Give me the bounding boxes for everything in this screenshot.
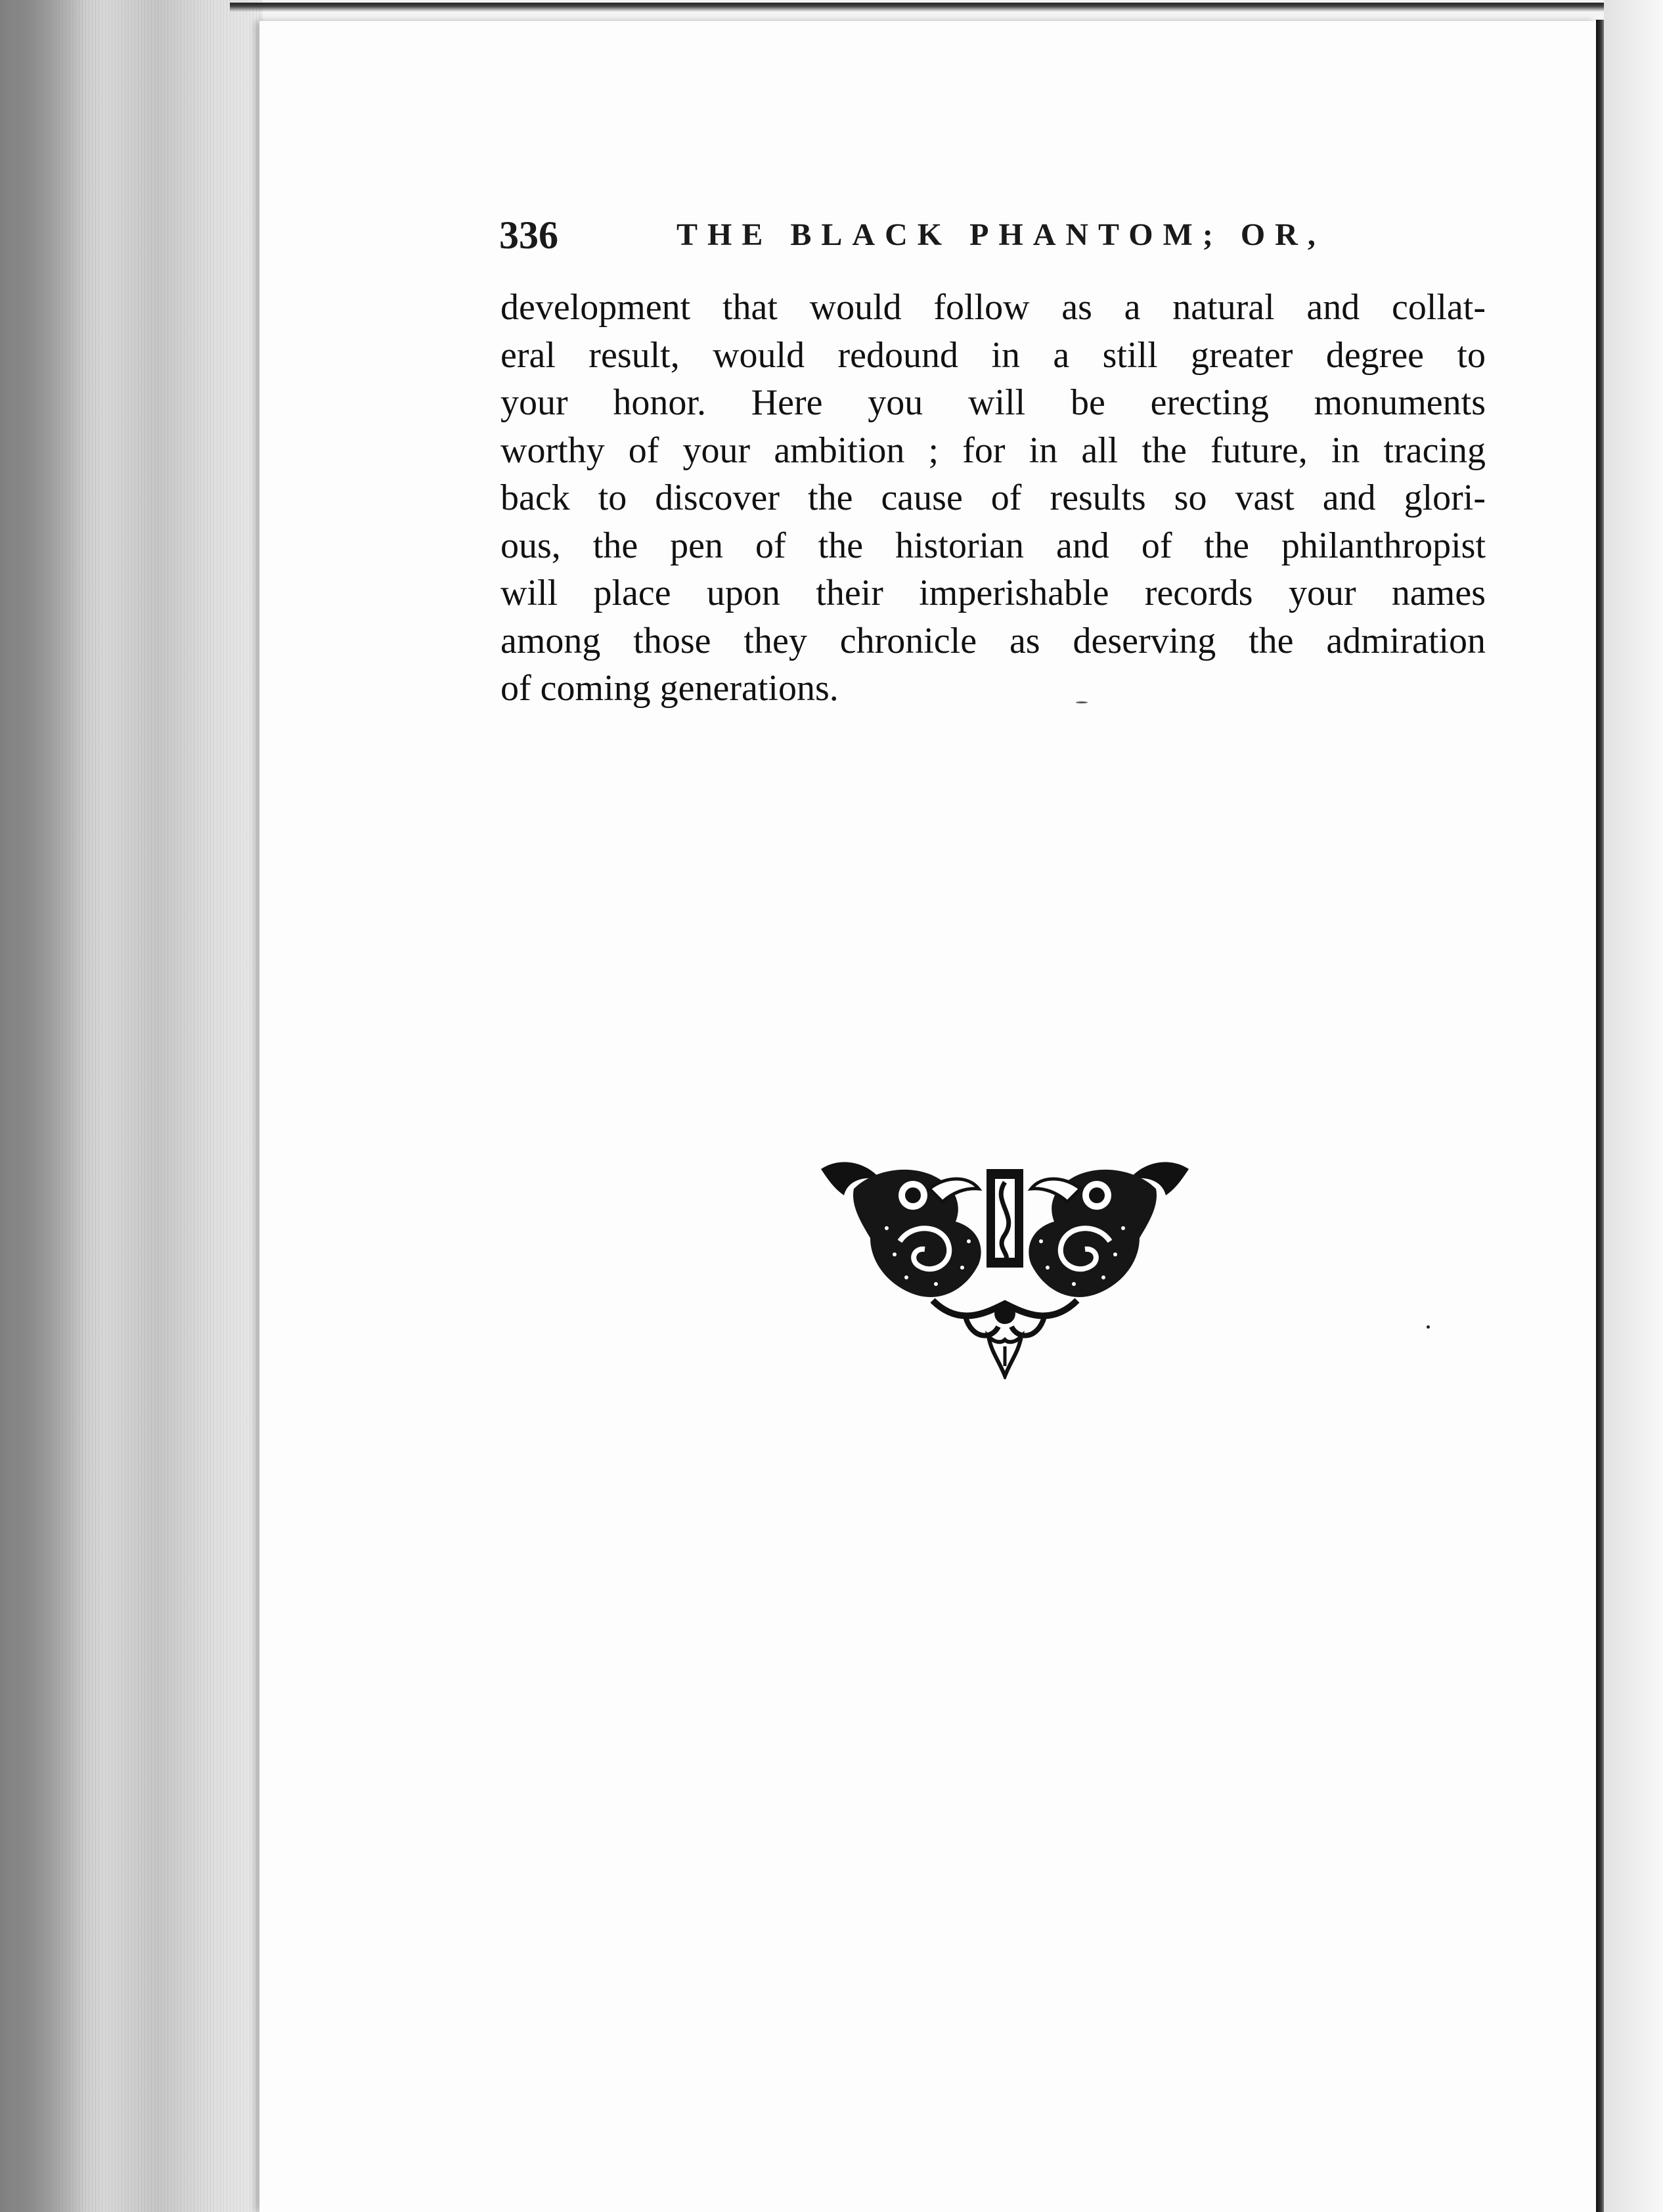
running-head	[499, 209, 1353, 261]
text-line: your honor. Here you will be erecting monuments	[500, 382, 1486, 423]
running-title: THE BLACK PHANTOM; OR,	[676, 217, 1325, 252]
text-line: among those they chronicle as deserving the admiration	[500, 620, 1486, 661]
paper-speck	[1076, 701, 1088, 703]
top-edge-shadow	[230, 3, 1662, 12]
next-leaf	[1604, 0, 1663, 2212]
text-line: development that would follow as a natural and collat-	[500, 287, 1486, 328]
page-number: 336	[499, 213, 558, 257]
text-line: back to discover the cause of results so vast and glori-	[500, 477, 1486, 518]
text-line: of coming generations.	[500, 668, 839, 709]
text-line: ous, the pen of the historian and of the philanthropist	[500, 525, 1486, 566]
text-line: eral result, would redound in a still greater degree to	[500, 334, 1486, 376]
body-paragraph	[500, 284, 1486, 713]
dolphin-tailpiece-ornament-icon	[814, 1149, 1195, 1379]
text-line: worthy of your ambition ; for in all the future, in tracing	[500, 430, 1486, 471]
paper-speck	[1427, 1325, 1430, 1329]
gutter-shadow	[1596, 20, 1604, 2212]
edge-shadow	[0, 0, 85, 2212]
text-line: will place upon their imperishable records your names	[500, 573, 1486, 613]
